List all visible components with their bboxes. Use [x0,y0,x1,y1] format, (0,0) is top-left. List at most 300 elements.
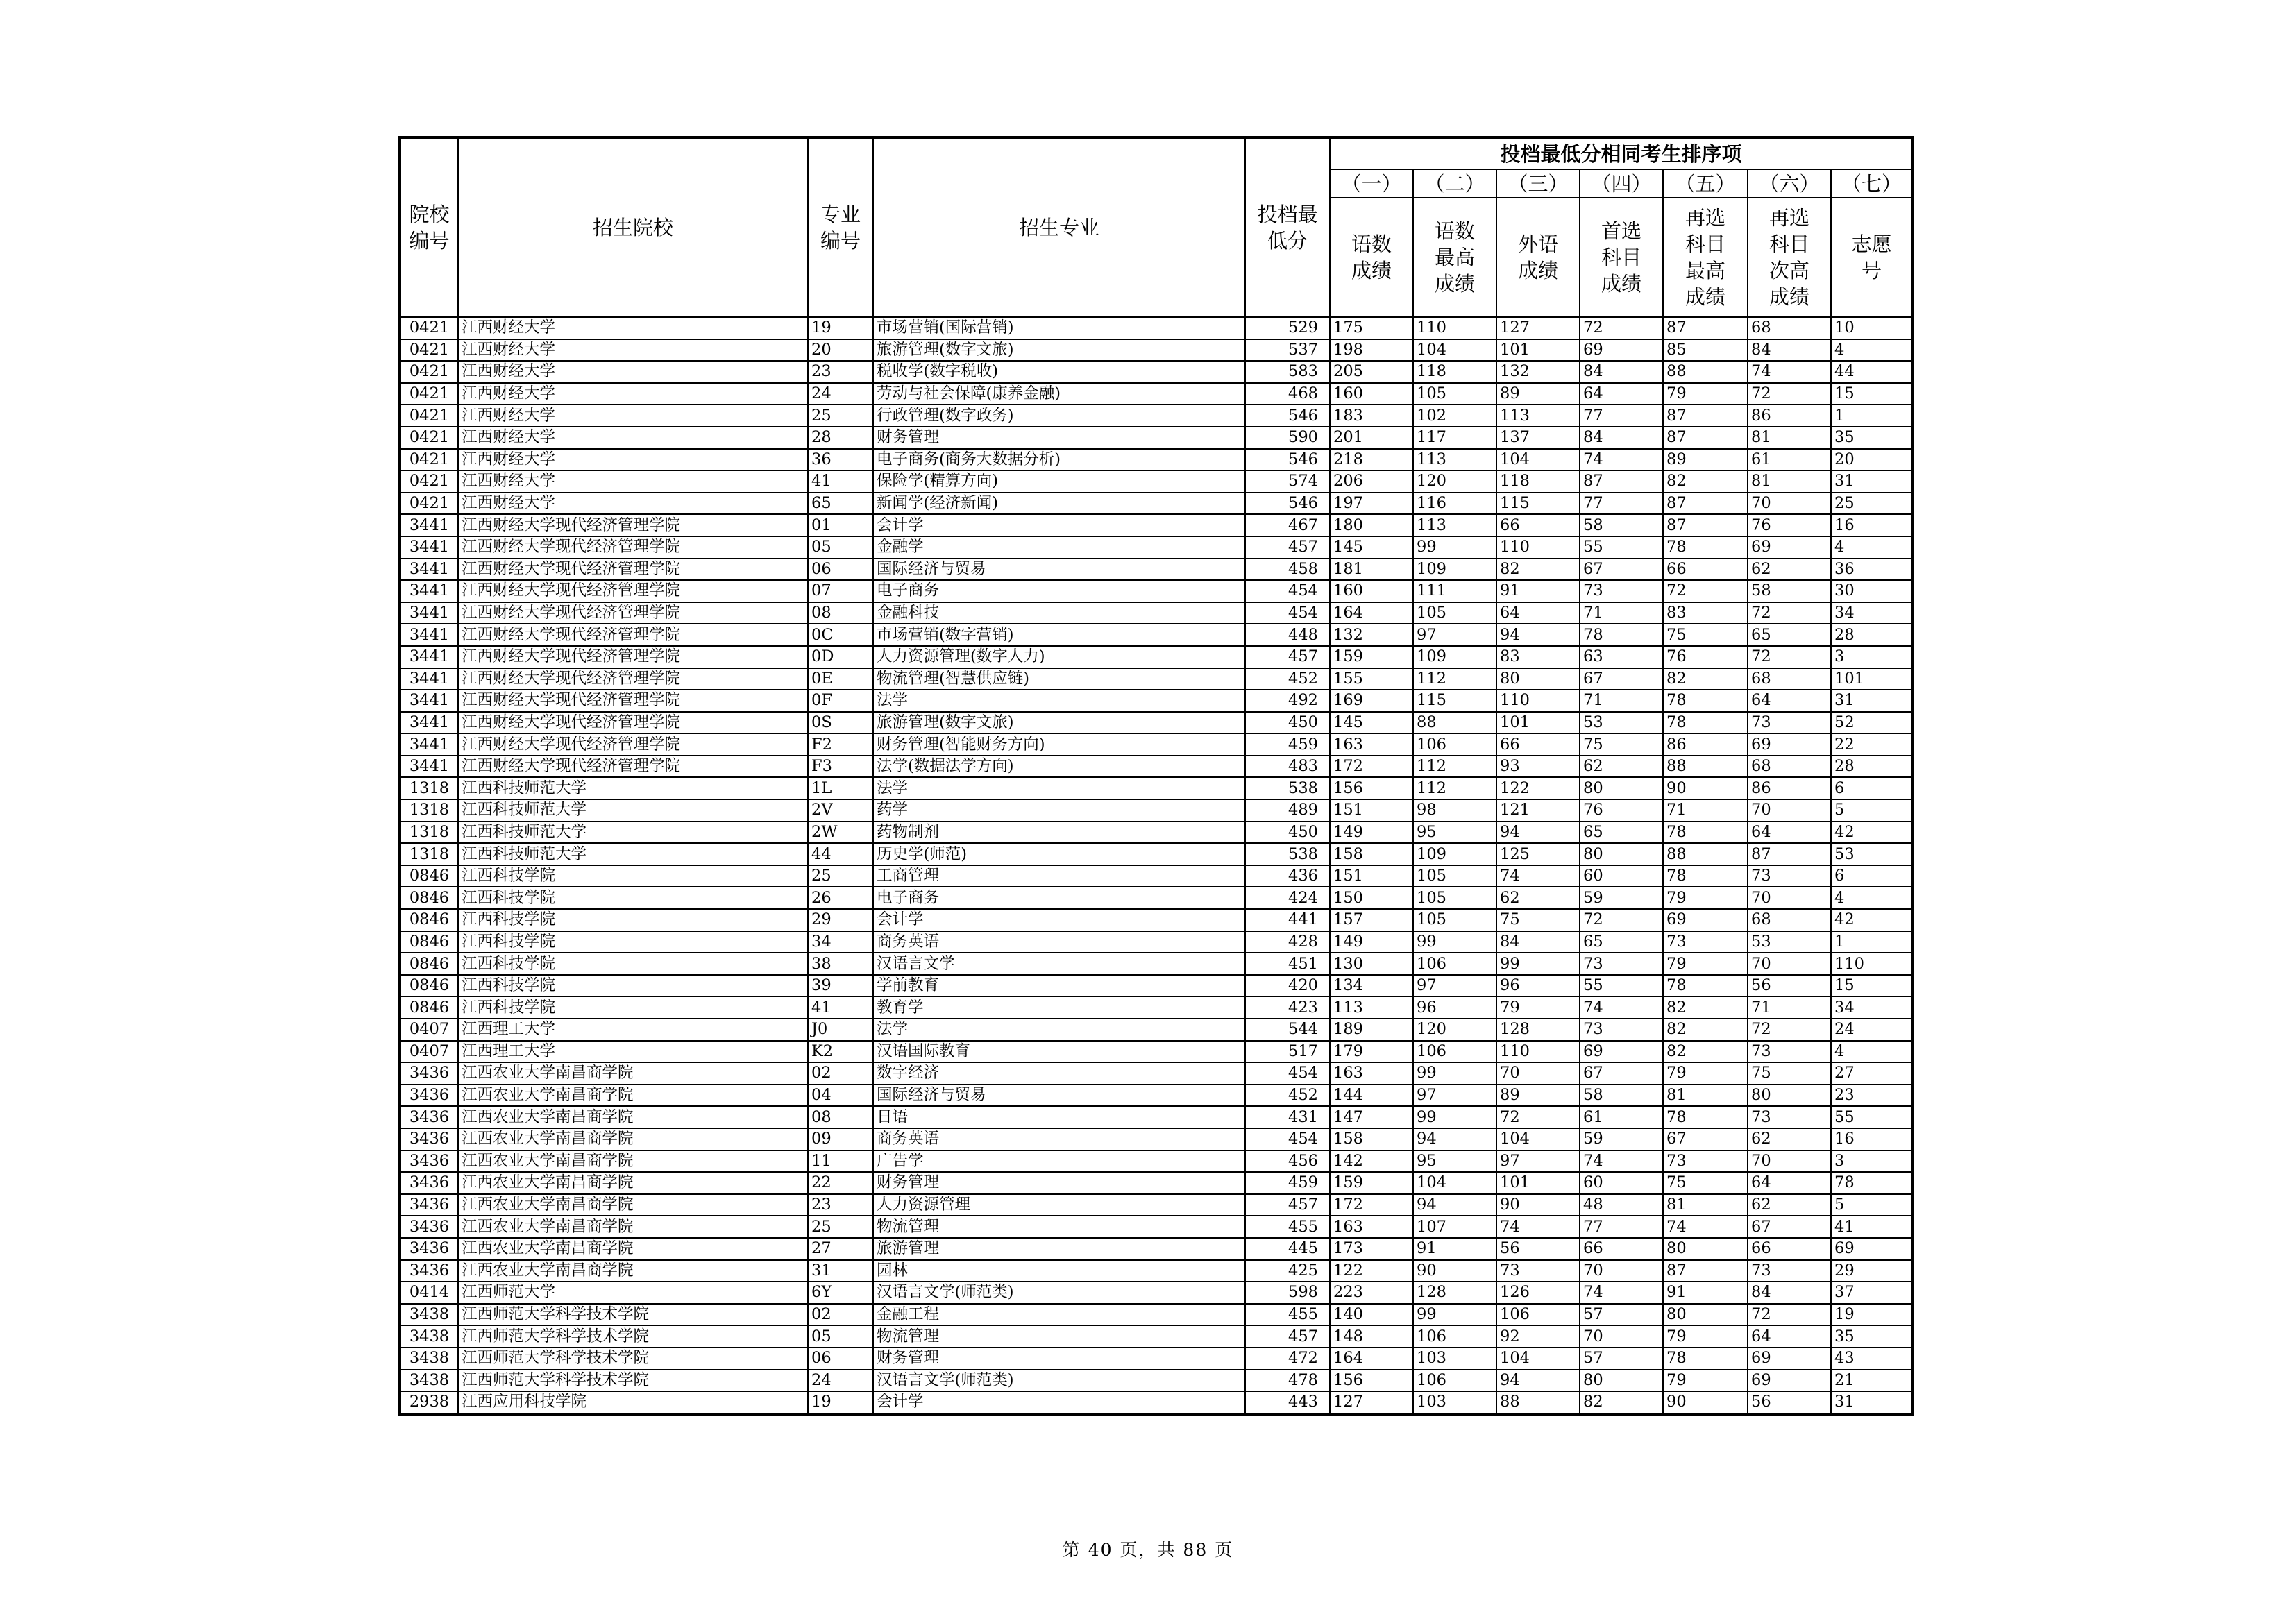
cell-second-subject-max: 76 [1663,646,1748,668]
cell-min-score: 546 [1245,449,1330,471]
cell-school-code: 3441 [400,690,458,712]
cell-foreign-language: 101 [1496,712,1580,734]
cell-second-subject-max: 73 [1663,931,1748,953]
cell-major-code: 08 [808,602,873,624]
table-row [400,756,1913,778]
cell-school-name: 江西财经大学现代经济管理学院 [458,646,808,668]
table-row [400,1238,1913,1260]
cell-second-subject-max: 67 [1663,1128,1748,1150]
cell-major-code: 0C [808,624,873,646]
cell-major-code: 44 [808,843,873,865]
cell-min-score: 489 [1245,799,1330,822]
cell-major-name: 学前教育 [873,975,1245,997]
cell-min-score: 455 [1245,1216,1330,1238]
table-row [400,1106,1913,1128]
cell-application-no: 19 [1831,1304,1913,1326]
cell-school-code: 2938 [400,1391,458,1414]
cell-min-score: 455 [1245,1304,1330,1326]
cell-foreign-language: 94 [1496,624,1580,646]
cell-application-no: 6 [1831,777,1913,799]
cell-major-code: 41 [808,996,873,1019]
cell-school-name: 江西财经大学现代经济管理学院 [458,712,808,734]
cell-second-subject-next: 70 [1748,887,1831,909]
cell-major-name: 税收学(数字税收) [873,361,1245,383]
table-row [400,514,1913,536]
tiebreak-number-1: （一） [1330,169,1413,198]
cell-first-subject: 84 [1580,427,1663,449]
cell-chinese-math: 173 [1330,1238,1413,1260]
cell-foreign-language: 132 [1496,361,1580,383]
cell-first-subject: 72 [1580,909,1663,931]
cell-school-code: 0421 [400,449,458,471]
table-row [400,1260,1913,1282]
cell-major-name: 汉语国际教育 [873,1041,1245,1063]
table-row [400,493,1913,515]
cell-second-subject-max: 82 [1663,668,1748,690]
cell-school-name: 江西理工大学 [458,1041,808,1063]
cell-first-subject: 67 [1580,559,1663,581]
cell-major-code: F3 [808,756,873,778]
table-row [400,931,1913,953]
cell-school-name: 江西农业大学南昌商学院 [458,1216,808,1238]
cell-school-name: 江西财经大学 [458,383,808,405]
cell-chinese-math-max: 112 [1413,668,1496,690]
table-row [400,1282,1913,1304]
table-row [400,975,1913,997]
tiebreak-number-7: （七） [1831,169,1913,198]
cell-chinese-math: 172 [1330,756,1413,778]
cell-school-code: 3438 [400,1348,458,1370]
cell-major-name: 电子商务 [873,580,1245,602]
cell-second-subject-next: 73 [1748,1041,1831,1063]
cell-chinese-math: 163 [1330,1216,1413,1238]
cell-major-name: 国际经济与贸易 [873,1085,1245,1107]
cell-school-name: 江西农业大学南昌商学院 [458,1150,808,1173]
tiebreak-number-4: （四） [1580,169,1663,198]
cell-second-subject-max: 81 [1663,1194,1748,1216]
cell-min-score: 574 [1245,470,1330,493]
cell-second-subject-max: 91 [1663,1282,1748,1304]
cell-chinese-math: 122 [1330,1260,1413,1282]
cell-major-code: 02 [808,1062,873,1085]
cell-chinese-math-max: 97 [1413,624,1496,646]
cell-major-name: 财务管理 [873,427,1245,449]
cell-chinese-math: 151 [1330,799,1413,822]
cell-first-subject: 69 [1580,339,1663,362]
cell-foreign-language: 88 [1496,1391,1580,1414]
cell-school-name: 江西师范大学 [458,1282,808,1304]
cell-chinese-math: 183 [1330,405,1413,427]
cell-school-code: 0846 [400,996,458,1019]
cell-application-no: 4 [1831,1041,1913,1063]
cell-chinese-math-max: 95 [1413,1150,1496,1173]
cell-min-score: 436 [1245,865,1330,887]
cell-school-name: 江西科技学院 [458,996,808,1019]
cell-second-subject-max: 87 [1663,427,1748,449]
cell-school-code: 0846 [400,865,458,887]
cell-application-no: 42 [1831,909,1913,931]
cell-school-name: 江西财经大学现代经济管理学院 [458,624,808,646]
cell-major-code: K2 [808,1041,873,1063]
cell-foreign-language: 94 [1496,1370,1580,1392]
table-row [400,996,1913,1019]
cell-chinese-math: 206 [1330,470,1413,493]
cell-application-no: 27 [1831,1062,1913,1085]
cell-school-code: 3441 [400,756,458,778]
cell-second-subject-next: 62 [1748,1128,1831,1150]
cell-second-subject-max: 81 [1663,1085,1748,1107]
cell-major-code: 06 [808,1348,873,1370]
header-tiebreak-group: 投档最低分相同考生排序项 [1330,137,1913,169]
cell-min-score: 428 [1245,931,1330,953]
cell-application-no: 31 [1831,470,1913,493]
cell-first-subject: 71 [1580,690,1663,712]
cell-major-name: 汉语言文学(师范类) [873,1370,1245,1392]
cell-foreign-language: 94 [1496,822,1580,844]
cell-second-subject-max: 87 [1663,1260,1748,1282]
cell-second-subject-next: 68 [1748,909,1831,931]
cell-second-subject-next: 70 [1748,953,1831,975]
cell-school-code: 0421 [400,427,458,449]
cell-foreign-language: 56 [1496,1238,1580,1260]
cell-second-subject-next: 68 [1748,668,1831,690]
cell-application-no: 5 [1831,1194,1913,1216]
cell-first-subject: 87 [1580,470,1663,493]
cell-second-subject-next: 64 [1748,1325,1831,1348]
cell-chinese-math: 158 [1330,1128,1413,1150]
cell-major-code: 06 [808,559,873,581]
cell-major-code: 29 [808,909,873,931]
table-row [400,580,1913,602]
cell-school-code: 3441 [400,602,458,624]
cell-chinese-math-max: 106 [1413,1325,1496,1348]
cell-school-code: 0407 [400,1041,458,1063]
cell-second-subject-next: 73 [1748,712,1831,734]
cell-min-score: 454 [1245,580,1330,602]
cell-chinese-math-max: 105 [1413,909,1496,931]
cell-first-subject: 53 [1580,712,1663,734]
cell-major-code: 39 [808,975,873,997]
cell-school-name: 江西财经大学 [458,470,808,493]
tiebreak-number-3: （三） [1496,169,1580,198]
cell-major-code: 36 [808,449,873,471]
cell-major-code: 0F [808,690,873,712]
table-row [400,1041,1913,1063]
cell-major-code: 23 [808,1194,873,1216]
cell-major-name: 旅游管理(数字文旅) [873,339,1245,362]
cell-major-code: 2W [808,822,873,844]
cell-min-score: 454 [1245,1128,1330,1150]
cell-first-subject: 59 [1580,1128,1663,1150]
cell-foreign-language: 104 [1496,1128,1580,1150]
cell-major-code: 34 [808,931,873,953]
cell-major-name: 旅游管理 [873,1238,1245,1260]
cell-school-code: 3436 [400,1194,458,1216]
cell-school-name: 江西农业大学南昌商学院 [458,1238,808,1260]
cell-chinese-math-max: 120 [1413,470,1496,493]
cell-foreign-language: 110 [1496,536,1580,559]
table-row [400,470,1913,493]
cell-chinese-math: 159 [1330,646,1413,668]
cell-min-score: 492 [1245,690,1330,712]
cell-first-subject: 57 [1580,1348,1663,1370]
cell-application-no: 3 [1831,646,1913,668]
cell-second-subject-max: 87 [1663,514,1748,536]
cell-chinese-math: 223 [1330,1282,1413,1304]
cell-chinese-math-max: 107 [1413,1216,1496,1238]
cell-first-subject: 57 [1580,1304,1663,1326]
cell-min-score: 472 [1245,1348,1330,1370]
cell-major-name: 金融学 [873,536,1245,559]
cell-second-subject-next: 71 [1748,996,1831,1019]
cell-foreign-language: 104 [1496,449,1580,471]
cell-chinese-math: 160 [1330,580,1413,602]
cell-major-code: 05 [808,1325,873,1348]
cell-min-score: 546 [1245,493,1330,515]
cell-major-name: 商务英语 [873,931,1245,953]
table-row [400,843,1913,865]
cell-chinese-math-max: 117 [1413,427,1496,449]
cell-first-subject: 63 [1580,646,1663,668]
cell-major-name: 保险学(精算方向) [873,470,1245,493]
cell-first-subject: 77 [1580,1216,1663,1238]
cell-chinese-math-max: 96 [1413,996,1496,1019]
cell-major-name: 药物制剂 [873,822,1245,844]
cell-min-score: 450 [1245,822,1330,844]
cell-min-score: 590 [1245,427,1330,449]
cell-first-subject: 70 [1580,1325,1663,1348]
cell-chinese-math: 145 [1330,712,1413,734]
cell-chinese-math-max: 91 [1413,1238,1496,1260]
cell-second-subject-max: 73 [1663,1150,1748,1173]
cell-school-name: 江西科技学院 [458,975,808,997]
cell-second-subject-max: 79 [1663,1370,1748,1392]
cell-chinese-math-max: 98 [1413,799,1496,822]
cell-min-score: 459 [1245,733,1330,756]
cell-major-code: 27 [808,1238,873,1260]
cell-second-subject-next: 80 [1748,1085,1831,1107]
cell-min-score: 451 [1245,953,1330,975]
cell-second-subject-next: 65 [1748,624,1831,646]
cell-foreign-language: 121 [1496,799,1580,822]
cell-application-no: 23 [1831,1085,1913,1107]
cell-first-subject: 67 [1580,1062,1663,1085]
cell-school-name: 江西财经大学 [458,339,808,362]
cell-application-no: 25 [1831,493,1913,515]
cell-second-subject-max: 80 [1663,1304,1748,1326]
cell-foreign-language: 126 [1496,1282,1580,1304]
cell-chinese-math-max: 99 [1413,1304,1496,1326]
cell-school-code: 3438 [400,1370,458,1392]
cell-school-code: 0421 [400,470,458,493]
cell-min-score: 483 [1245,756,1330,778]
cell-school-name: 江西财经大学 [458,361,808,383]
cell-first-subject: 66 [1580,1238,1663,1260]
cell-school-code: 3436 [400,1106,458,1128]
cell-chinese-math-max: 113 [1413,449,1496,471]
table-row [400,668,1913,690]
cell-major-name: 行政管理(数字政务) [873,405,1245,427]
cell-school-name: 江西农业大学南昌商学院 [458,1128,808,1150]
cell-min-score: 458 [1245,559,1330,581]
cell-first-subject: 60 [1580,865,1663,887]
table-row [400,536,1913,559]
cell-min-score: 450 [1245,712,1330,734]
tiebreak-number-2: （二） [1413,169,1496,198]
cell-chinese-math: 150 [1330,887,1413,909]
cell-chinese-math-max: 112 [1413,756,1496,778]
cell-second-subject-next: 67 [1748,1216,1831,1238]
cell-min-score: 544 [1245,1019,1330,1041]
cell-application-no: 28 [1831,756,1913,778]
cell-application-no: 5 [1831,799,1913,822]
table-row [400,953,1913,975]
cell-chinese-math: 189 [1330,1019,1413,1041]
cell-second-subject-max: 89 [1663,449,1748,471]
cell-chinese-math-max: 115 [1413,690,1496,712]
cell-major-code: 19 [808,317,873,339]
cell-foreign-language: 101 [1496,1172,1580,1194]
cell-major-code: 0E [808,668,873,690]
cell-second-subject-max: 85 [1663,339,1748,362]
table-row [400,909,1913,931]
cell-chinese-math-max: 88 [1413,712,1496,734]
cell-min-score: 529 [1245,317,1330,339]
cell-min-score: 457 [1245,1325,1330,1348]
tiebreak-label-6: 再选科目次高成绩 [1748,198,1831,317]
cell-major-name: 工商管理 [873,865,1245,887]
cell-min-score: 546 [1245,405,1330,427]
table-row [400,733,1913,756]
cell-application-no: 4 [1831,536,1913,559]
cell-major-name: 法学 [873,777,1245,799]
cell-application-no: 28 [1831,624,1913,646]
cell-application-no: 43 [1831,1348,1913,1370]
cell-school-name: 江西农业大学南昌商学院 [458,1085,808,1107]
cell-school-code: 3438 [400,1325,458,1348]
cell-school-name: 江西农业大学南昌商学院 [458,1172,808,1194]
cell-major-code: 65 [808,493,873,515]
cell-min-score: 431 [1245,1106,1330,1128]
cell-second-subject-max: 79 [1663,1325,1748,1348]
cell-first-subject: 84 [1580,361,1663,383]
cell-second-subject-max: 90 [1663,1391,1748,1414]
cell-foreign-language: 127 [1496,317,1580,339]
cell-second-subject-max: 78 [1663,1106,1748,1128]
cell-first-subject: 55 [1580,975,1663,997]
cell-school-name: 江西财经大学现代经济管理学院 [458,690,808,712]
cell-second-subject-max: 79 [1663,383,1748,405]
cell-application-no: 36 [1831,559,1913,581]
cell-major-name: 园林 [873,1260,1245,1282]
header-min-score: 投档最低分 [1245,137,1330,317]
cell-second-subject-next: 68 [1748,756,1831,778]
header-school-code: 院校编号 [400,137,458,317]
cell-application-no: 31 [1831,690,1913,712]
cell-school-code: 0421 [400,361,458,383]
cell-chinese-math-max: 105 [1413,602,1496,624]
cell-chinese-math: 164 [1330,1348,1413,1370]
cell-school-code: 3436 [400,1260,458,1282]
cell-second-subject-max: 86 [1663,733,1748,756]
cell-min-score: 452 [1245,668,1330,690]
cell-foreign-language: 74 [1496,1216,1580,1238]
cell-second-subject-next: 58 [1748,580,1831,602]
cell-foreign-language: 66 [1496,733,1580,756]
cell-chinese-math-max: 94 [1413,1128,1496,1150]
cell-major-name: 财务管理(智能财务方向) [873,733,1245,756]
cell-min-score: 454 [1245,1062,1330,1085]
cell-chinese-math-max: 103 [1413,1348,1496,1370]
table-row [400,887,1913,909]
cell-major-code: 23 [808,361,873,383]
cell-school-code: 3436 [400,1062,458,1085]
cell-first-subject: 62 [1580,756,1663,778]
table-row [400,865,1913,887]
cell-chinese-math-max: 128 [1413,1282,1496,1304]
cell-school-name: 江西师范大学科学技术学院 [458,1325,808,1348]
cell-min-score: 423 [1245,996,1330,1019]
cell-application-no: 29 [1831,1260,1913,1282]
table-row [400,383,1913,405]
cell-application-no: 78 [1831,1172,1913,1194]
cell-second-subject-next: 69 [1748,536,1831,559]
cell-school-name: 江西师范大学科学技术学院 [458,1304,808,1326]
cell-chinese-math: 160 [1330,383,1413,405]
cell-application-no: 35 [1831,1325,1913,1348]
cell-foreign-language: 106 [1496,1304,1580,1326]
cell-second-subject-next: 56 [1748,975,1831,997]
cell-first-subject: 65 [1580,822,1663,844]
cell-school-code: 3436 [400,1238,458,1260]
cell-foreign-language: 110 [1496,1041,1580,1063]
cell-second-subject-max: 87 [1663,317,1748,339]
tiebreak-label-3: 外语成绩 [1496,198,1580,317]
cell-second-subject-next: 62 [1748,559,1831,581]
cell-first-subject: 74 [1580,1150,1663,1173]
cell-second-subject-next: 74 [1748,361,1831,383]
cell-second-subject-max: 88 [1663,843,1748,865]
cell-chinese-math-max: 105 [1413,887,1496,909]
cell-school-code: 3436 [400,1150,458,1173]
cell-foreign-language: 115 [1496,493,1580,515]
cell-school-code: 3438 [400,1304,458,1326]
cell-application-no: 52 [1831,712,1913,734]
cell-second-subject-max: 82 [1663,996,1748,1019]
cell-chinese-math: 132 [1330,624,1413,646]
cell-application-no: 10 [1831,317,1913,339]
cell-chinese-math-max: 120 [1413,1019,1496,1041]
cell-application-no: 1 [1831,931,1913,953]
cell-school-name: 江西财经大学现代经济管理学院 [458,514,808,536]
cell-second-subject-max: 66 [1663,559,1748,581]
cell-second-subject-next: 64 [1748,690,1831,712]
table-row [400,1348,1913,1370]
cell-school-name: 江西科技学院 [458,887,808,909]
cell-major-name: 商务英语 [873,1128,1245,1150]
cell-school-code: 0421 [400,317,458,339]
cell-chinese-math-max: 99 [1413,536,1496,559]
cell-second-subject-next: 72 [1748,1304,1831,1326]
cell-foreign-language: 91 [1496,580,1580,602]
cell-second-subject-max: 88 [1663,756,1748,778]
cell-major-code: 38 [808,953,873,975]
cell-min-score: 459 [1245,1172,1330,1194]
cell-application-no: 41 [1831,1216,1913,1238]
cell-major-code: 09 [808,1128,873,1150]
cell-min-score: 538 [1245,843,1330,865]
cell-school-code: 0421 [400,383,458,405]
